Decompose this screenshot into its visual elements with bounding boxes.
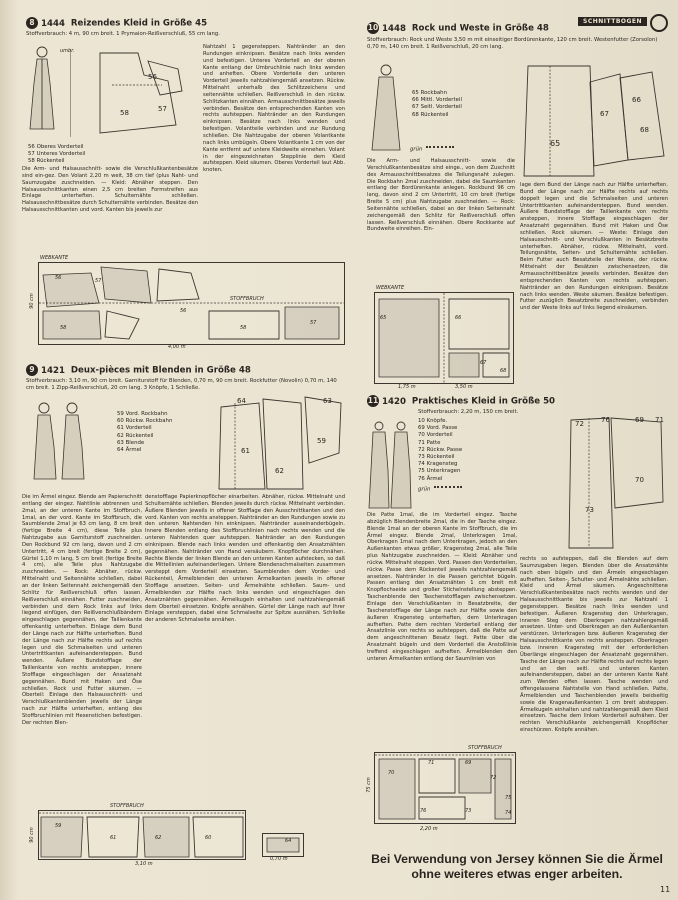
section-10-pattern-drawing (520, 62, 668, 180)
section-10-number: 10 (367, 23, 379, 32)
section-9-piece-label: 59 (55, 823, 62, 829)
section-9-figures (30, 401, 108, 481)
section-8-fold-label: umbr. (60, 48, 75, 54)
section-11-instructions-a: Die Patte 1mal, die im Vorderteil eingez. Tasche abzüglich Blendenbreite 2mal, die in der Tasche eingez. Blende 1mal an der oberen Kante im Stoffbruch, die im Ärmel eingez. Blende 2mal, Unterkragen 1mal, Oberkragen 1mal nach dem Unterkragen, jedoch an den Außenkanten etwas größer, Kragensteg 2mal, alle Teile plus Nahtzugabe zuschneiden. — Kleid: Abnäher und rückw. Mittelnaht steppen. Vord. Passen den Vorderteilen, rückw. Passe dem Rückenteil jeweils nahtzahlengemäß ansetzen. Nahtränder in die Passen gerichtet bügeln. Passen entlang den Ansatznähten 1 cm breit mit Knopflochseide und großer Stichelnstellung absteppen. Taschenblende den Taschenstofflagen zwischensetzen. Einlage den Verschlußkanten in Besatzbreite, der Taschenstofflage der Länge nach zur Hälfte sowie den äußeren Kragensteg unterheften, dem Unterkragen aufheften. Patte dem rechten Vorderteil entlang der Ansatzlinie von rechts so aufsteppen, daß die Patte auf dem angeschnittenen Besatz liegt. Patte über die Ansatznaht bügeln und dem Vorderteil die Anstoßlinie treffend eingeschlagen aufheften. Ärmelblenden den unteren Ärmelkanten entlang der Saumlinien von (367, 512, 517, 662)
svg-text:66: 66 (632, 96, 641, 104)
section-9-pieces-list (117, 411, 172, 454)
section-8-piece-label: 56 (180, 308, 187, 314)
section-8-selvage-label: WEBKANTE (40, 255, 69, 261)
section-8-piece-label: 57 (310, 320, 317, 326)
section-9-piece-label: 61 (110, 835, 117, 841)
section-9-instructions-b: denstofflage Papierknopflöcher einarbeiten. Abnäher, rückw. Mittelnaht und Schulternähte schließen. Blenden jeweils durch rückw. Mittelnaht verbinden. Äußere Blenden jeweils in offener Stofflage den Ausschnittkanten und den vord. Kanten von rechts ansteppen. Nahtränder an den Rundungen sowie zu den unteren Nahtenden hin einknipsen. Nahtränder auseinanderbügeln. Innere Blenden entlang des Stoffbruchlinien nach rechts wenden und die unteren Nahtenden quer aufsteppen. Nahtränder an den Rundungen einknipsen. Blende nach links wenden und offenkantig den Ansatznähten gegennähen. Nahtränder von Hand versäubern. Knopflöcher durchnähen. Rechte Blende der linken Blende an den unteren Kanten aufstecken, so daß die Mittellinien aufeinanderliegen. Untere Blendenschmalseiten zusammen versteppt dem Vorderteil einsetzen. Saumblenden dem Vorder- und Rückenteil, Ärmelblenden den unteren Ärmelkanten jeweils in offener Stofflage ansetzen. Seiten- und Ärmelnähte schließen. Saum- und Ärmelblenden zur Hälfte nach links wenden und eingeschlagen den Ansatznähten gegennähen. Ärmelkugeln einhalten und nahtzahlengemäß dem Oberteil einsetzen. Knöpfe annähen. Gürtel der Länge nach auf Ihrer Einlage versteppen, dabei eine Schmalseite zur Spitze ausnähen. Schließe der anderen Schmalseite annähen. (145, 494, 345, 624)
section-11-piece-label: 76 (420, 808, 427, 814)
list-item: 56 Oberes Vorderteil (28, 144, 84, 150)
section-8-instructions-b: Nahtzahl 1 gegensteppen. Nahtränder an den Rundungen einknipsen. Besätze nach links wenden und befestigen. Unteres Vorderteil an der oberen Kante entlang der Umbruchlinie nach links wenden und anheften. Obere Vorderteile den unteren Vorderteil jeweils nahtzahlengemäß ansetzen. Rückw. Mittelnaht unterhalb des Schlitzzeichens und seitennähte schließen. Reißverschluß in den rückw. Schlitzkanten einnähen. Armausschnittbesätze jeweils verbinden. Besätze den entsprechenden Kanten von rechts aufsteppen. Nahtränder an den Rundungen einknipsen. Besätze nach links wenden und befestigen. Volantteile verbinden und zur Rundung schließen. Die Nahtzugabe der oberen Volantkante nach links umbügeln. Obere Volantkante 1 cm von der Kante entfernt auf untere Kleidweite einnehen. Volant in der eingezeichneten Stepplinie dem Kleid aufsteppen. Kleid säumen. Oberes Vorderteil laut Abb. knoten. (203, 44, 345, 174)
section-11-cutting-layout (374, 752, 516, 824)
section-8-pieces-list (28, 144, 85, 166)
list-item: 59 Vord. Rockbahn (117, 411, 168, 417)
section-9-fold-line-label: STOFFBRUCH (110, 803, 144, 809)
tab-ring-icon (650, 14, 668, 32)
svg-text:67: 67 (600, 110, 609, 118)
section-8-length-label: 4,00 m (168, 344, 186, 350)
list-item: 64 Ärmel (117, 447, 142, 454)
section-8-fold-line-label: STOFFBRUCH (230, 296, 264, 302)
svg-text:63: 63 (323, 397, 332, 405)
section-10-heading (367, 22, 549, 34)
section-10-figure (368, 62, 404, 154)
section-9-number: 9 (26, 364, 38, 376)
section-9-width-label: 90 cm (28, 827, 35, 843)
section-11-pieces-list (418, 418, 462, 483)
section-8-figure (26, 43, 58, 135)
section-9-facing-layout (262, 833, 304, 857)
section-11-fabric-label: grün (418, 486, 462, 493)
section-11-heading (367, 395, 555, 407)
section-8-width-label: 90 cm (28, 293, 35, 309)
section-11-piece-label: 74 (505, 810, 512, 816)
section-9-pattern-drawing (215, 393, 345, 493)
section-8-piece-label: 57 (95, 278, 102, 284)
list-item: 57 Unteres Vorderteil (28, 151, 86, 158)
section-8-pattern-drawing (70, 45, 198, 141)
section-10-length-label: 3,50 m (455, 384, 473, 390)
section-8-pattern-number: 1444 (41, 18, 65, 29)
jersey-tip-note: Bei Verwendung von Jersey können Sie die Ärmel ohne weiteres etwas enger arbeiten. (371, 852, 663, 881)
section-9-pattern-number: 1421 (41, 365, 65, 376)
list-item: 67 Seitl. Vorderteil (412, 104, 462, 111)
section-11-fold-line-label: STOFFBRUCH (468, 745, 502, 751)
section-9-piece-label: 62 (155, 835, 162, 841)
list-item: 63 Blende (117, 439, 145, 446)
section-10-pieces-list (412, 90, 462, 119)
section-10-fabric-label: grün (410, 146, 454, 153)
section-10-title: Rock und Weste in Größe 48 (411, 23, 549, 34)
section-10-selvage-label: WEBKANTE (376, 285, 405, 291)
section-11-piece-label: 70 (388, 770, 395, 776)
section-8-piece-label: 58 (240, 325, 247, 331)
section-10-instructions-b: lage dem Bund der Länge nach zur Hälfte unterheften. Bund der Länge nach zur Hälfte rechts auf rechts doppelt legen und die Schmalseiten und unteren Untertrittkanten aufeinandersteppen. Bund wenden. Äußere Bundstofflage der Taillenkante von rechts ansteppen, innere Stofflage eingeschlagen der Ansatznaht gegennähen. Bund mit Haken und Öse schließen. Rock säumen. — Weste: Einlage den Halsausschnitt- und Verschlußkanten in Besätzbreite unterheften. Abnäher, rückw. Mittelnaht, vord. Teilungsnähte, Seiten- und Schulternähte schließen. Beim Futter auch Besatzteile der Weste, der rückw. Mittelnaht der Besätzen zwischensetzen, die Armausschnittbesätze jeweils verbinden. Besätze den entsprechenden Kanten von rechts aufsteppen. Nahtränder an den Rundungen einknipsen. Besätze nach links wenden. Weste säumen. Besätze befestigen. Futter zuzüglich Besatzbreite zuschneiden, verbinden und der Weste links auf links liegend einsäumen. (520, 182, 668, 312)
section-11-figures (367, 420, 415, 512)
section-10-materials: Stoffverbrauch: Rock und Weste 3,50 m mit einseitiger Bordürenkante, 120 cm breit. Westenfutter (Zorsolon) 0,70 m, 140 cm breit. 1 Reißverschluß, 20 cm lang. (367, 37, 658, 51)
section-8-title: Reizendes Kleid in Größe 45 (70, 18, 208, 29)
section-11-piece-label: 73 (465, 808, 472, 814)
list-item: 74 Kragensteg (418, 461, 458, 468)
svg-text:58: 58 (120, 109, 129, 117)
section-10-pattern-number: 1448 (382, 23, 406, 34)
section-8-piece-label: 58 (60, 325, 67, 331)
section-9-piece-label: 64 (285, 838, 292, 844)
section-11-materials: Stoffverbrauch: 2,20 m, 150 cm breit. (418, 409, 519, 415)
section-11-title: Praktisches Kleid in Größe 50 (411, 396, 556, 407)
section-tab: SCHNITTBOGEN (578, 17, 647, 26)
list-item: 68 Rückenteil (412, 111, 449, 118)
svg-text:68: 68 (640, 126, 649, 134)
section-10-piece-label: 68 (500, 368, 507, 374)
list-item: 69 Vord. Passe (418, 425, 458, 432)
list-item: 75 Unterkragen (418, 468, 461, 475)
svg-text:56: 56 (148, 73, 157, 81)
section-8-cutting-layout (38, 262, 345, 345)
section-9-title: Deux-pièces mit Blenden in Größe 48 (70, 365, 251, 376)
section-10-piece-label: 67 (480, 360, 487, 366)
list-item: 60 Rückw. Rockbahn (117, 418, 173, 425)
section-10-cutting-layout (374, 292, 514, 384)
svg-text:59: 59 (317, 437, 326, 445)
svg-text:71: 71 (655, 416, 664, 424)
section-11-width-label: 75 cm (365, 777, 372, 793)
section-11-number: 11 (367, 396, 379, 405)
section-8-materials: Stoffverbrauch: 4 m, 90 cm breit. 1 Prymaion-Reißverschluß, 55 cm lang. (26, 31, 220, 37)
section-9-piece-label: 60 (205, 835, 212, 841)
section-8-heading (26, 17, 207, 29)
section-9-heading (26, 364, 251, 376)
section-11-piece-label: 69 (465, 760, 472, 766)
section-8-piece-label: 56 (55, 275, 62, 281)
section-11-pattern-number: 1420 (382, 396, 406, 407)
section-11-pattern-drawing (565, 412, 669, 552)
svg-text:61: 61 (241, 447, 250, 455)
section-9-instructions-a: Die im Ärmel eingez. Blende am Papierschnitt entlang der eingez. Nahtlinie abtrennen und 2mal, an der unteren Kante im Stoffbruch, 1mal, an der vord. Kante im Stoffbruch, die Saumblende 2mal je 63 cm lang, 8 cm breit (fertige Breite 4 cm), diese Teile plus Nahtzugabe aus Garniturstoff zuschneiden. Den Rockbund 92 cm lang, davon und 2 cm Untertritt, 4 cm breit (fertige Breite 2 cm), Gürtel 1,10 m lang, 5 cm breit (fertige Breite 4 cm), alle Teile plus Nahtzugabe zuschneiden. — Rock: Abnäher, rückw. Mittelnaht und Seitennähte schließen, dabei an der linken Seitennaht zeichengemäß den Schlitz für Reißverschluß offen lassen. Reißverschluß einnähen. Futter zuschneiden, verbinden und dem Rock links auf links liegend einfügen, den Reißverschlußbändern eingeschlagen gegennähen, der Taillenkante offenkantig unterheften. Einlage dem Bund der Länge nach zur Hälfte unterheften. Bund der Länge nach zur Hälfte rechts auf rechts legen und die Schmalseiten und unteren Untertrittkanten aufeinandersteppen. Bund wenden. Äußere Bundstofflage der Taillenkante von rechts ansteppen, innere Stofflage eingeschlagen der Ansatznaht gegennähen. Bund mit Haken und Öse schließen. Rock und Futter säumen. — Oberteil: Einlage den Halsausschnitt- und Verschlußkantenblenden jeweils der Länge nach zur Hälfte unterheften, entlang des Stoffbruchlinien mit Hexenstichen befestigen. Der rechten Blen- (22, 494, 142, 726)
svg-text:73: 73 (585, 506, 594, 514)
list-item: 58 Rückenteil (28, 158, 65, 165)
section-8-instructions-a: Die Arm- und Halsausschnitt- sowie die Verschlußkantenbesätze sind ein-gez. Den Volant 2,20 m weit, 38 cm tief (plus Naht- und Saumzugabe zuschneiden. — Kleid: Abnäher steppen. Den Halsausschnittkanten einen 2,5 cm breiten Formstreifen aus Einlage unterheften. Schulternähte schließen. Halsausschnittbesätze durch Schulternähte verbinden. Besätze den Halsausschnittkanten und vord. Kanten bis jeweils zur (22, 166, 198, 214)
section-11-piece-label: 72 (490, 775, 497, 781)
list-item: 66 Mittl. Vorderteil (412, 97, 462, 104)
list-item: 73 Rückenteil (418, 454, 455, 461)
svg-text:69: 69 (635, 416, 644, 424)
list-item: 71 Patte (418, 439, 441, 446)
section-9-facing-length-label: 0,70 m (270, 856, 288, 862)
section-10-piece-label: 66 (455, 315, 462, 321)
section-11-instructions-b: rechts so aufsteppen, daß die Blenden auf dem Saumzugaben liegen. Blenden über die Ansatznähte nach oben bügeln und den Ärmeln eingeschlagen aufheften. Seiten-, Schulter- und Ärmelnähte schließen. Kleid und Ärmel säumen. Angeschnittene Verschlußkantenbesätze nach rechts wenden und der Halsausschnittkante bis jeweils zur Nahtzahl 1 gegensteppen. Besätze nach links wenden und befestigen. Äußeren Kragensteg den Unterkragen, inneren Steg dem Oberkragen nahtzahlengemäß ansetzen. Unter- und Oberkragen an den Außenkanten verstürzen. Unterkragen bzw. äußeren Kragensteg der Halsausschnittkante von rechts ansteppen. Oberkragen bzw. inneren Kragensteg mit der erforderlichen Überlänge eingeschlagen der Ansatznaht gegennähen. Tasche der Länge nach zur Hälfte rechts auf rechts legen und an den seitl. und unteren Kanten aufeinandersteppen, dabei an der unteren Kante Naht zum Wenden offen lassen. Tasche wenden und offengelassene Nahtstelle von Hand schließen. Patte, Ärmelblenden und Taschenblenden jeweils beidseitig sowie die Kragenaußenkanten 1 cm breit absteppen. Ärmelkugeln einhalten und nahtzahlengemäß dem Kleid einsetzen. Tasche dem linken Vorderteil aufnähen. Der rechten Verschlußkante zeichengemäß Knopflöcher einschürzen. Knöpfe annähen. (520, 556, 668, 734)
list-item: 61 Vorderteil (117, 425, 152, 432)
section-9-materials: Stoffverbrauch: 3,10 m, 90 cm breit. Garniturstoff für Blenden, 0,70 m, 90 cm breit. Rockfutter (Novolin) 0,70 m, 140 cm breit. 1 Zipp-Reißverschluß, 20 cm lang. 3 Knöpfe, 1 Schließe. (26, 378, 337, 392)
list-item: 65 Rockbahn (412, 90, 448, 96)
section-11-piece-label: 71 (428, 760, 435, 766)
section-11-piece-label: 75 (505, 795, 512, 801)
svg-text:62: 62 (275, 467, 284, 475)
svg-text:76: 76 (601, 416, 610, 424)
list-item: 10 Knöpfe. (418, 418, 448, 424)
section-8-number: 8 (26, 17, 38, 29)
svg-text:70: 70 (635, 476, 644, 484)
list-item: 70 Vorderteil (418, 432, 453, 439)
section-9-length-label: 3,10 m (135, 861, 153, 867)
section-10-instructions-a: Die Arm- und Halsausschnitt- sowie die Verschlußkantenbesätze sind einge., von dem Zuschnitt des Armausschnittbesatzes die Teilungsnaht zulegen. Die Rockbahn 2mal zuschneiden, dabei die Saumkanten entlang der Bordürenkante anlegen. Rockbund 96 cm lang, davon sind 2 cm Untertritt, 10 cm breit (fertige Breite 5 cm) plus Nahtzugabe zuschneiden. — Rock: Seitennähte schließen, dabei an der linken Seitennaht zeichengemäß den Schlitz für Reißverschluß offen lassen. Reißverschluß einnähen. Obere Rockkante auf Bundweite einreihen. Ein- (367, 158, 515, 233)
section-10-half-length-label: 1,75 m (398, 384, 416, 390)
section-11-length-label: 2,20 m (420, 826, 438, 832)
section-9-cutting-layout (38, 810, 246, 860)
svg-text:57: 57 (158, 105, 167, 113)
svg-text:72: 72 (575, 420, 584, 428)
page-number: 11 (660, 885, 671, 894)
list-item: 76 Ärmel (418, 475, 443, 482)
svg-text:65: 65 (550, 139, 561, 148)
section-10-piece-label: 65 (380, 315, 387, 321)
list-item: 72 Rückw. Passe (418, 446, 463, 453)
svg-text:64: 64 (237, 397, 246, 405)
list-item: 62 Rückenteil (117, 432, 154, 439)
